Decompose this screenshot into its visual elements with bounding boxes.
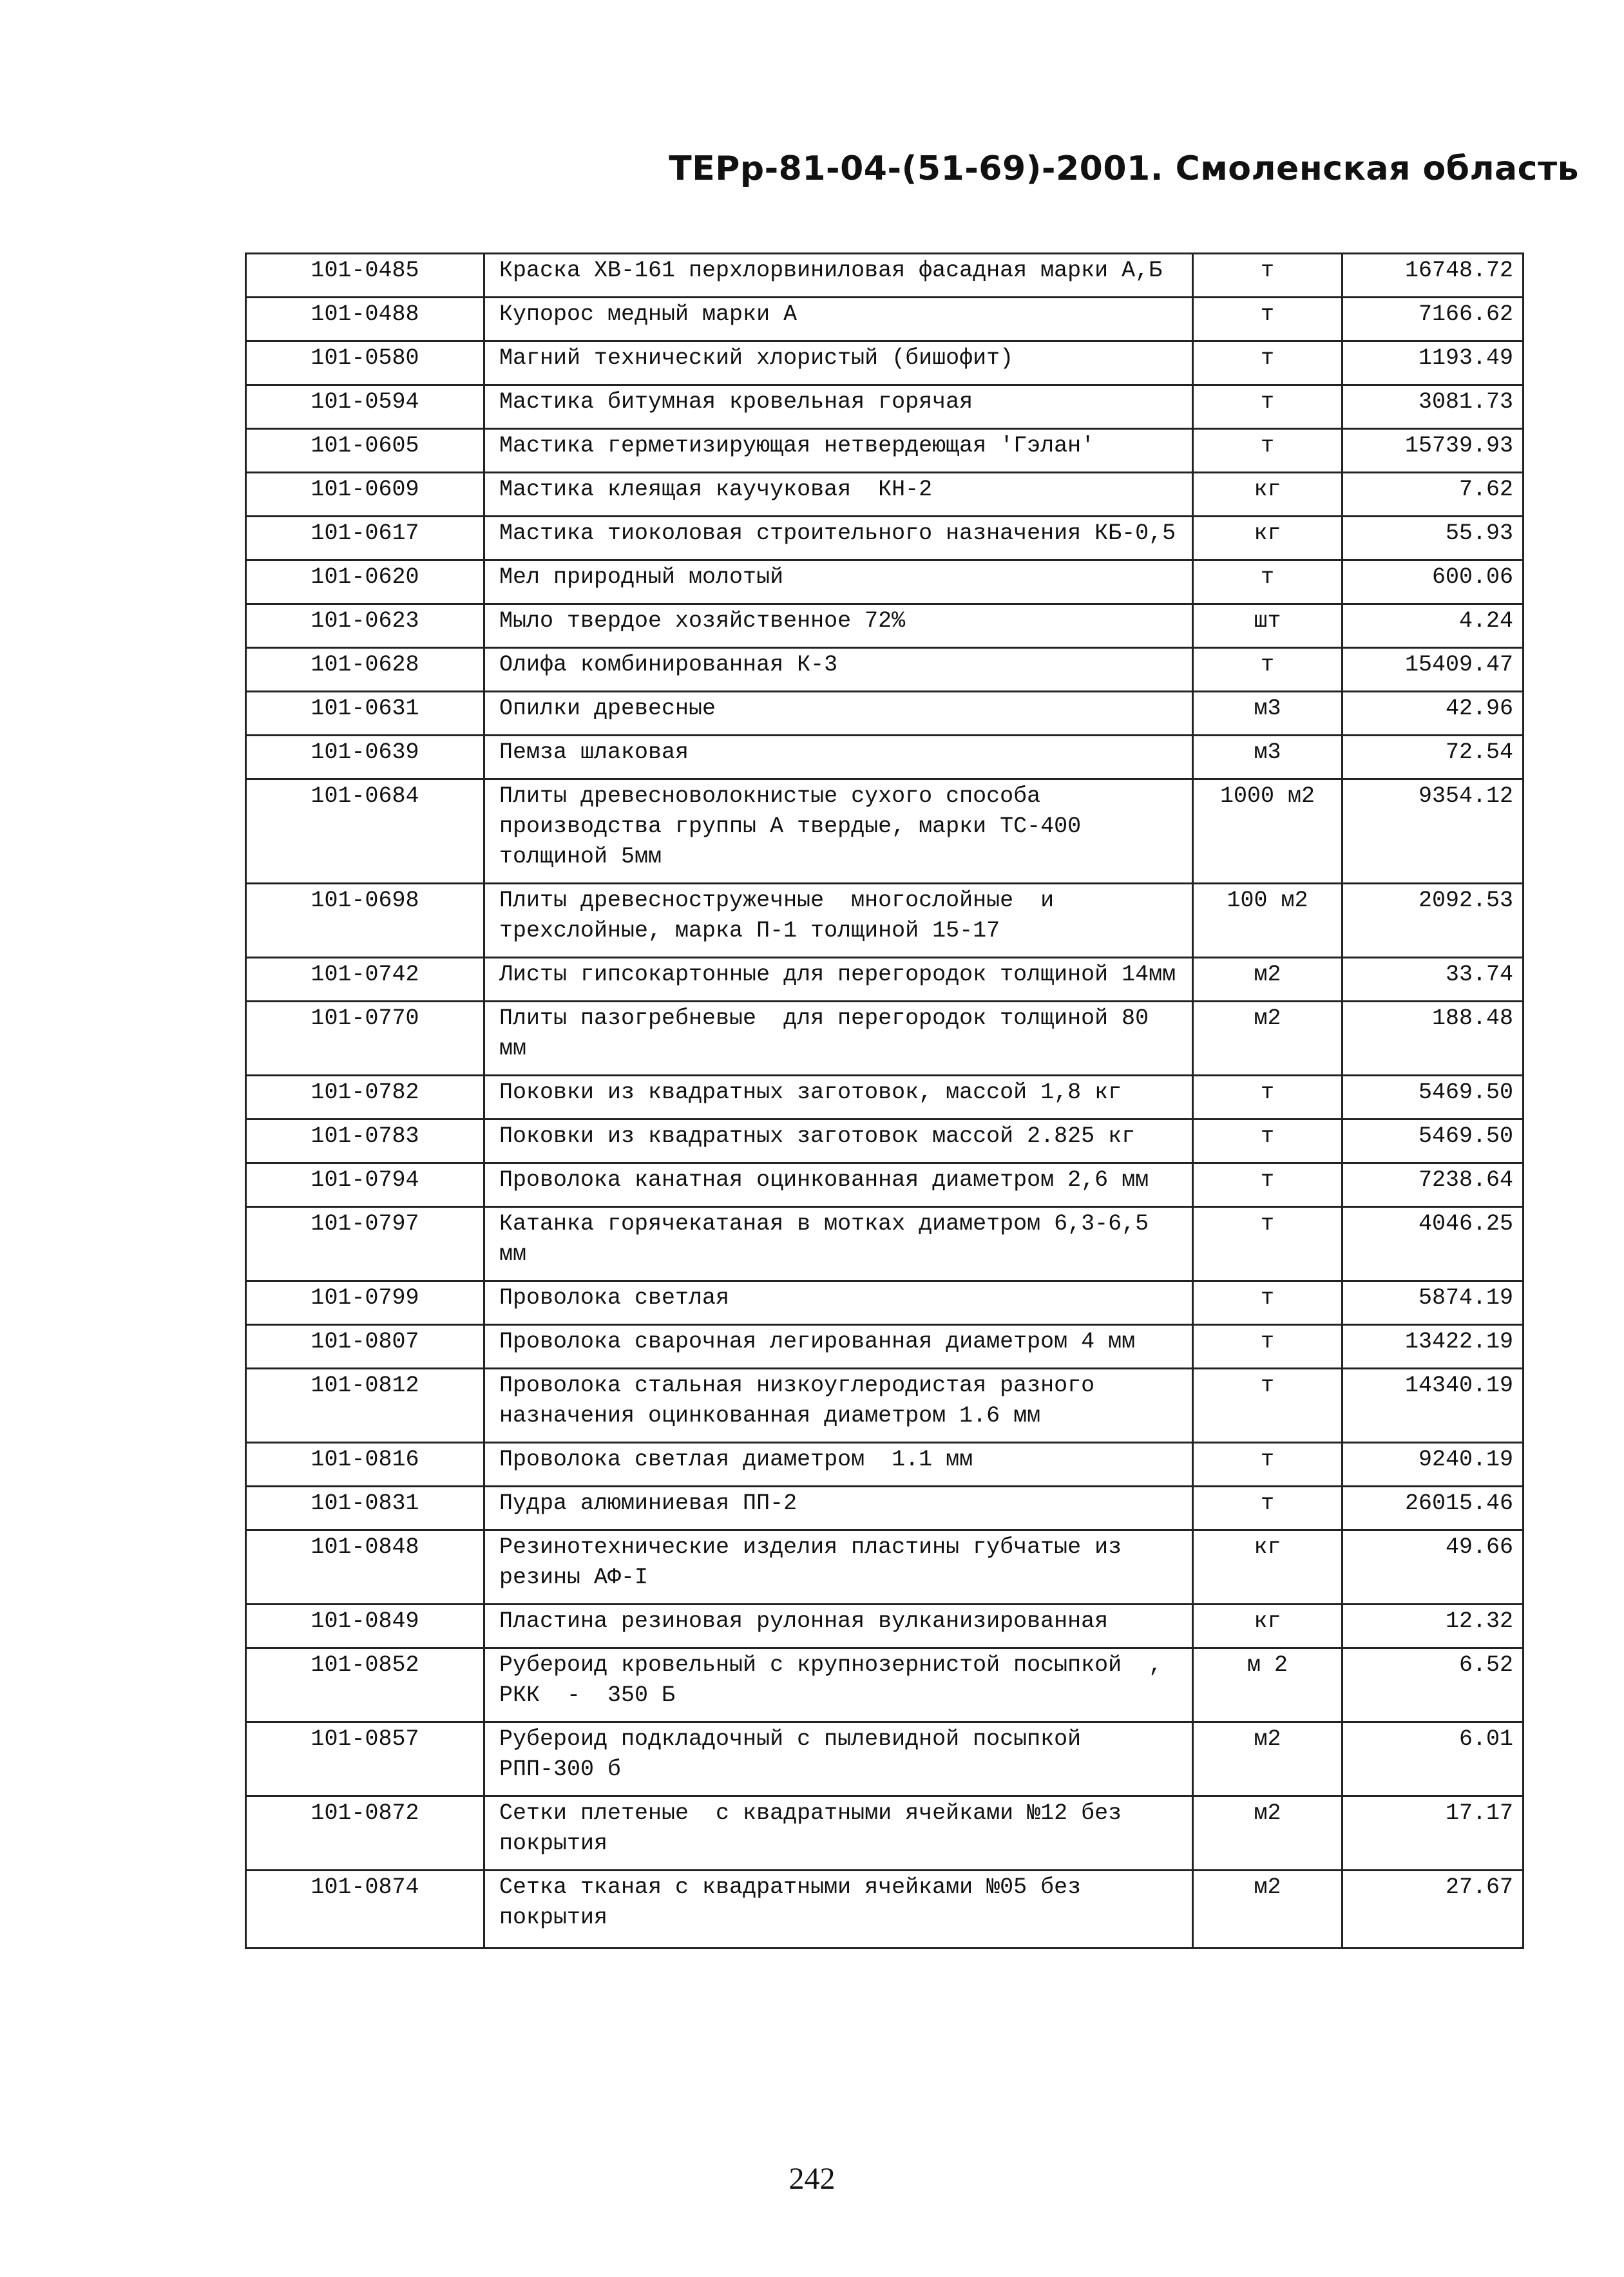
unit-cell: т (1193, 385, 1342, 429)
name-cell: Катанка горячекатаная в мотках диаметром 6,3-6,5 мм (484, 1207, 1193, 1281)
table-row (246, 385, 1524, 429)
price-cell: 3081.73 (1342, 385, 1524, 429)
code-cell: 101-0799 (246, 1281, 484, 1325)
unit-cell: кг (1193, 473, 1342, 517)
unit-cell: т (1193, 560, 1342, 604)
name-cell: Резинотехнические изделия пластины губчатые из резины АФ-I (484, 1530, 1193, 1605)
table-row (246, 1443, 1524, 1487)
price-cell: 1193.49 (1342, 341, 1524, 385)
table-row (246, 298, 1524, 341)
code-cell: 101-0580 (246, 341, 484, 385)
price-cell: 600.06 (1342, 560, 1524, 604)
unit-cell: т (1193, 648, 1342, 692)
code-cell: 101-0698 (246, 884, 484, 958)
resource-table (245, 252, 1524, 1949)
price-cell: 5469.50 (1342, 1076, 1524, 1119)
unit-cell: м2 (1193, 1722, 1342, 1796)
code-cell: 101-0485 (246, 254, 484, 298)
page-number: 242 (788, 2162, 836, 2196)
name-cell: Поковки из квадратных заготовок массой 2.825 кг (484, 1119, 1193, 1163)
name-cell: Мастика клеящая каучуковая КН-2 (484, 473, 1193, 517)
table-row (246, 1163, 1524, 1207)
unit-cell: шт (1193, 604, 1342, 648)
table-row (246, 1119, 1524, 1163)
price-cell: 6.52 (1342, 1648, 1524, 1722)
unit-cell: т (1193, 1207, 1342, 1281)
code-cell: 101-0605 (246, 429, 484, 473)
code-cell: 101-0742 (246, 958, 484, 1002)
unit-cell: т (1193, 429, 1342, 473)
name-cell: Поковки из квадратных заготовок, массой 1,8 кг (484, 1076, 1193, 1119)
code-cell: 101-0807 (246, 1325, 484, 1369)
unit-cell: м2 (1193, 1871, 1342, 1948)
code-cell: 101-0848 (246, 1530, 484, 1605)
price-cell: 13422.19 (1342, 1325, 1524, 1369)
name-cell: Проволока стальная низкоуглеродистая разного назначения оцинкованная диаметром 1.6 мм (484, 1369, 1193, 1443)
price-cell: 33.74 (1342, 958, 1524, 1002)
name-cell: Рубероид кровельный с крупнозернистой посыпкой , РКК - 350 Б (484, 1648, 1193, 1722)
unit-cell: м 2 (1193, 1648, 1342, 1722)
unit-cell: т (1193, 1163, 1342, 1207)
table-row (246, 1648, 1524, 1722)
name-cell: Купорос медный марки А (484, 298, 1193, 341)
price-cell: 12.32 (1342, 1605, 1524, 1648)
price-cell: 9354.12 (1342, 779, 1524, 884)
price-cell: 4046.25 (1342, 1207, 1524, 1281)
unit-cell: т (1193, 1325, 1342, 1369)
unit-cell: т (1193, 1369, 1342, 1443)
table-row (246, 692, 1524, 736)
unit-cell: т (1193, 254, 1342, 298)
unit-cell: т (1193, 298, 1342, 341)
code-cell: 101-0782 (246, 1076, 484, 1119)
price-cell: 55.93 (1342, 517, 1524, 560)
unit-cell: 100 м2 (1193, 884, 1342, 958)
price-cell: 72.54 (1342, 736, 1524, 779)
price-cell: 188.48 (1342, 1002, 1524, 1076)
name-cell: Сетки плетеные с квадратными ячейками №12 без покрытия (484, 1796, 1193, 1871)
table-row (246, 560, 1524, 604)
name-cell: Проволока светлая диаметром 1.1 мм (484, 1443, 1193, 1487)
code-cell: 101-0623 (246, 604, 484, 648)
price-cell: 49.66 (1342, 1530, 1524, 1605)
price-cell: 26015.46 (1342, 1487, 1524, 1530)
code-cell: 101-0872 (246, 1796, 484, 1871)
name-cell: Пемза шлаковая (484, 736, 1193, 779)
code-cell: 101-0594 (246, 385, 484, 429)
code-cell: 101-0631 (246, 692, 484, 736)
code-cell: 101-0609 (246, 473, 484, 517)
code-cell: 101-0874 (246, 1871, 484, 1948)
table-row (246, 604, 1524, 648)
name-cell: Мел природный молотый (484, 560, 1193, 604)
unit-cell: м2 (1193, 958, 1342, 1002)
name-cell: Опилки древесные (484, 692, 1193, 736)
price-cell: 6.01 (1342, 1722, 1524, 1796)
unit-cell: т (1193, 1119, 1342, 1163)
name-cell: Плиты древесностружечные многослойные и трехслойные, марка П-1 толщиной 15-17 (484, 884, 1193, 958)
name-cell: Рубероид подкладочный с пылевидной посыпкой РПП-300 б (484, 1722, 1193, 1796)
unit-cell: м2 (1193, 1002, 1342, 1076)
code-cell: 101-0617 (246, 517, 484, 560)
table-row (246, 1722, 1524, 1796)
name-cell: Мастика герметизирующая нетвердеющая 'Гэлан' (484, 429, 1193, 473)
unit-cell: м3 (1193, 736, 1342, 779)
unit-cell: т (1193, 341, 1342, 385)
name-cell: Плиты пазогребневые для перегородок толщиной 80 мм (484, 1002, 1193, 1076)
code-cell: 101-0849 (246, 1605, 484, 1648)
name-cell: Мастика битумная кровельная горячая (484, 385, 1193, 429)
price-cell: 7166.62 (1342, 298, 1524, 341)
table-row (246, 1002, 1524, 1076)
price-cell: 27.67 (1342, 1871, 1524, 1948)
unit-cell: м3 (1193, 692, 1342, 736)
table-row (246, 1487, 1524, 1530)
table-row (246, 341, 1524, 385)
name-cell: Пудра алюминиевая ПП-2 (484, 1487, 1193, 1530)
code-cell: 101-0783 (246, 1119, 484, 1163)
code-cell: 101-0852 (246, 1648, 484, 1722)
name-cell: Олифа комбинированная К-3 (484, 648, 1193, 692)
unit-cell: т (1193, 1281, 1342, 1325)
price-cell: 16748.72 (1342, 254, 1524, 298)
code-cell: 101-0684 (246, 779, 484, 884)
name-cell: Листы гипсокартонные для перегородок толщиной 14мм (484, 958, 1193, 1002)
code-cell: 101-0628 (246, 648, 484, 692)
price-cell: 42.96 (1342, 692, 1524, 736)
code-cell: 101-0639 (246, 736, 484, 779)
table-row (246, 1605, 1524, 1648)
table-row (246, 1796, 1524, 1871)
unit-cell: т (1193, 1487, 1342, 1530)
code-cell: 101-0857 (246, 1722, 484, 1796)
name-cell: Мастика тиоколовая строительного назначения КБ-0,5 (484, 517, 1193, 560)
table-row (246, 1207, 1524, 1281)
price-cell: 17.17 (1342, 1796, 1524, 1871)
name-cell: Проволока светлая (484, 1281, 1193, 1325)
table-row (246, 473, 1524, 517)
price-cell: 5874.19 (1342, 1281, 1524, 1325)
name-cell: Сетка тканая с квадратными ячейками №05 без покрытия (484, 1871, 1193, 1948)
table-row (246, 517, 1524, 560)
price-cell: 4.24 (1342, 604, 1524, 648)
unit-cell: кг (1193, 1605, 1342, 1648)
code-cell: 101-0816 (246, 1443, 484, 1487)
code-cell: 101-0794 (246, 1163, 484, 1207)
page-header: ТЕРр-81-04-(51-69)-2001. Смоленская область (669, 149, 1579, 188)
price-cell: 15409.47 (1342, 648, 1524, 692)
price-cell: 7238.64 (1342, 1163, 1524, 1207)
name-cell: Мыло твердое хозяйственное 72% (484, 604, 1193, 648)
code-cell: 101-0831 (246, 1487, 484, 1530)
price-cell: 7.62 (1342, 473, 1524, 517)
code-cell: 101-0797 (246, 1207, 484, 1281)
table-body (246, 254, 1524, 1948)
table-row (246, 779, 1524, 884)
table-row (246, 1325, 1524, 1369)
name-cell: Магний технический хлористый (бишофит) (484, 341, 1193, 385)
price-cell: 5469.50 (1342, 1119, 1524, 1163)
name-cell: Проволока канатная оцинкованная диаметром 2,6 мм (484, 1163, 1193, 1207)
code-cell: 101-0620 (246, 560, 484, 604)
table-row (246, 1076, 1524, 1119)
table-row (246, 1281, 1524, 1325)
unit-cell: т (1193, 1076, 1342, 1119)
unit-cell: т (1193, 1443, 1342, 1487)
code-cell: 101-0488 (246, 298, 484, 341)
name-cell: Краска ХВ-161 перхлорвиниловая фасадная марки А,Б (484, 254, 1193, 298)
table-row (246, 1871, 1524, 1948)
table-row (246, 648, 1524, 692)
code-cell: 101-0812 (246, 1369, 484, 1443)
name-cell: Проволока сварочная легированная диаметром 4 мм (484, 1325, 1193, 1369)
unit-cell: 1000 м2 (1193, 779, 1342, 884)
price-cell: 15739.93 (1342, 429, 1524, 473)
table-row (246, 1369, 1524, 1443)
table-row (246, 429, 1524, 473)
table-row (246, 958, 1524, 1002)
code-cell: 101-0770 (246, 1002, 484, 1076)
price-cell: 14340.19 (1342, 1369, 1524, 1443)
price-cell: 9240.19 (1342, 1443, 1524, 1487)
unit-cell: кг (1193, 1530, 1342, 1605)
table-row (246, 736, 1524, 779)
table-row (246, 884, 1524, 958)
price-cell: 2092.53 (1342, 884, 1524, 958)
name-cell: Пластина резиновая рулонная вулканизированная (484, 1605, 1193, 1648)
name-cell: Плиты древесноволокнистые сухого способа производства группы А твердые, марки ТС-400 толщиной 5мм (484, 779, 1193, 884)
unit-cell: м2 (1193, 1796, 1342, 1871)
table-row (246, 1530, 1524, 1605)
table-row (246, 254, 1524, 298)
unit-cell: кг (1193, 517, 1342, 560)
